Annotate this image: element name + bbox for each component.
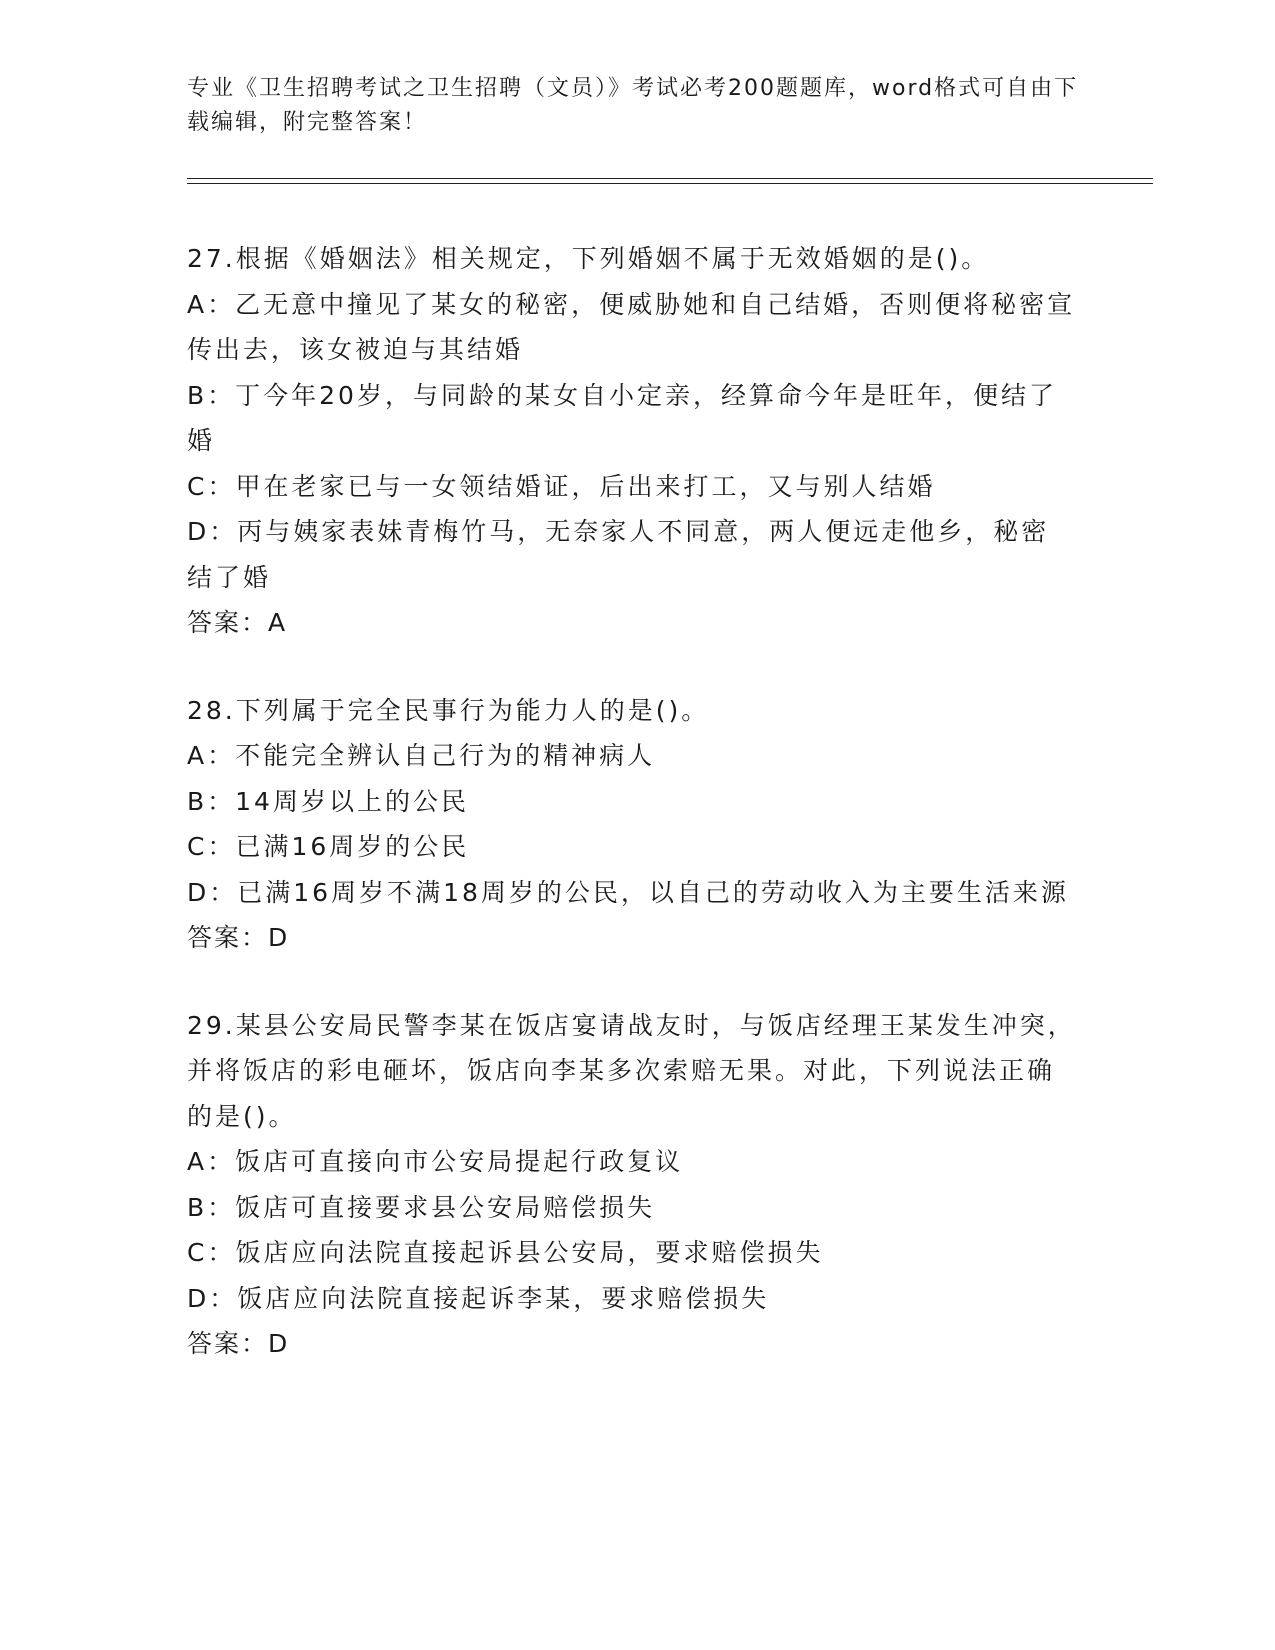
option-d: D：已满16周岁不满18周岁的公民，以自己的劳动收入为主要生活来源: [187, 877, 1069, 907]
header-divider-top: [187, 178, 1153, 179]
option-b: B：14周岁以上的公民: [187, 786, 469, 816]
question-stem: 27.根据《婚姻法》相关规定，下列婚姻不属于无效婚姻的是()。: [187, 244, 990, 273]
question-list: [187, 236, 1077, 1409]
question-27: [187, 236, 1077, 646]
option-d: D：丙与姨家表妹青梅竹马，无奈家人不同意，两人便远走他乡，秘密结了婚: [187, 517, 1050, 592]
option-a: A：乙无意中撞见了某女的秘密，便威胁她和自己结婚，否则便将秘密宣传出去，该女被迫与其结婚: [187, 289, 1076, 364]
question-stem: 28.下列属于完全民事行为能力人的是()。: [187, 695, 710, 725]
option-a: A：不能完全辨认自己行为的精神病人: [187, 741, 656, 770]
option-c: C：甲在老家已与一女领结婚证，后出来打工，又与别人结婚: [187, 471, 936, 501]
option-b: B：丁今年20岁，与同龄的某女自小定亲，经算命今年是旺年，便结了婚: [187, 380, 1057, 455]
question-stem: 29.某县公安局民警李某在饭店宴请战友时，与饭店经理王某发生冲突，并将饭店的彩电砸坏，饭店向李某多次索赔无果。对此，下列说法正确的是()。: [187, 1010, 1076, 1131]
option-a: A：饭店可直接向市公安局提起行政复议: [187, 1147, 684, 1176]
question-28: [187, 688, 1077, 961]
answer-label: 答案：A: [187, 608, 288, 637]
answer-label: 答案：D: [187, 1329, 290, 1358]
answer-label: 答案：D: [187, 923, 290, 952]
option-d: D：饭店应向法院直接起诉李某，要求赔偿损失: [187, 1283, 770, 1313]
header-divider-bottom: [187, 183, 1153, 184]
option-c: C：已满16周岁的公民: [187, 832, 470, 861]
option-b: B：饭店可直接要求县公安局赔偿损失: [187, 1192, 656, 1222]
option-c: C：饭店应向法院直接起诉县公安局，要求赔偿损失: [187, 1238, 824, 1267]
question-29: [187, 1003, 1077, 1367]
document-intro: 专业《卫生招聘考试之卫生招聘（文员）》考试必考200题题库，word格式可自由下载编辑，附完整答案！: [187, 76, 1079, 135]
